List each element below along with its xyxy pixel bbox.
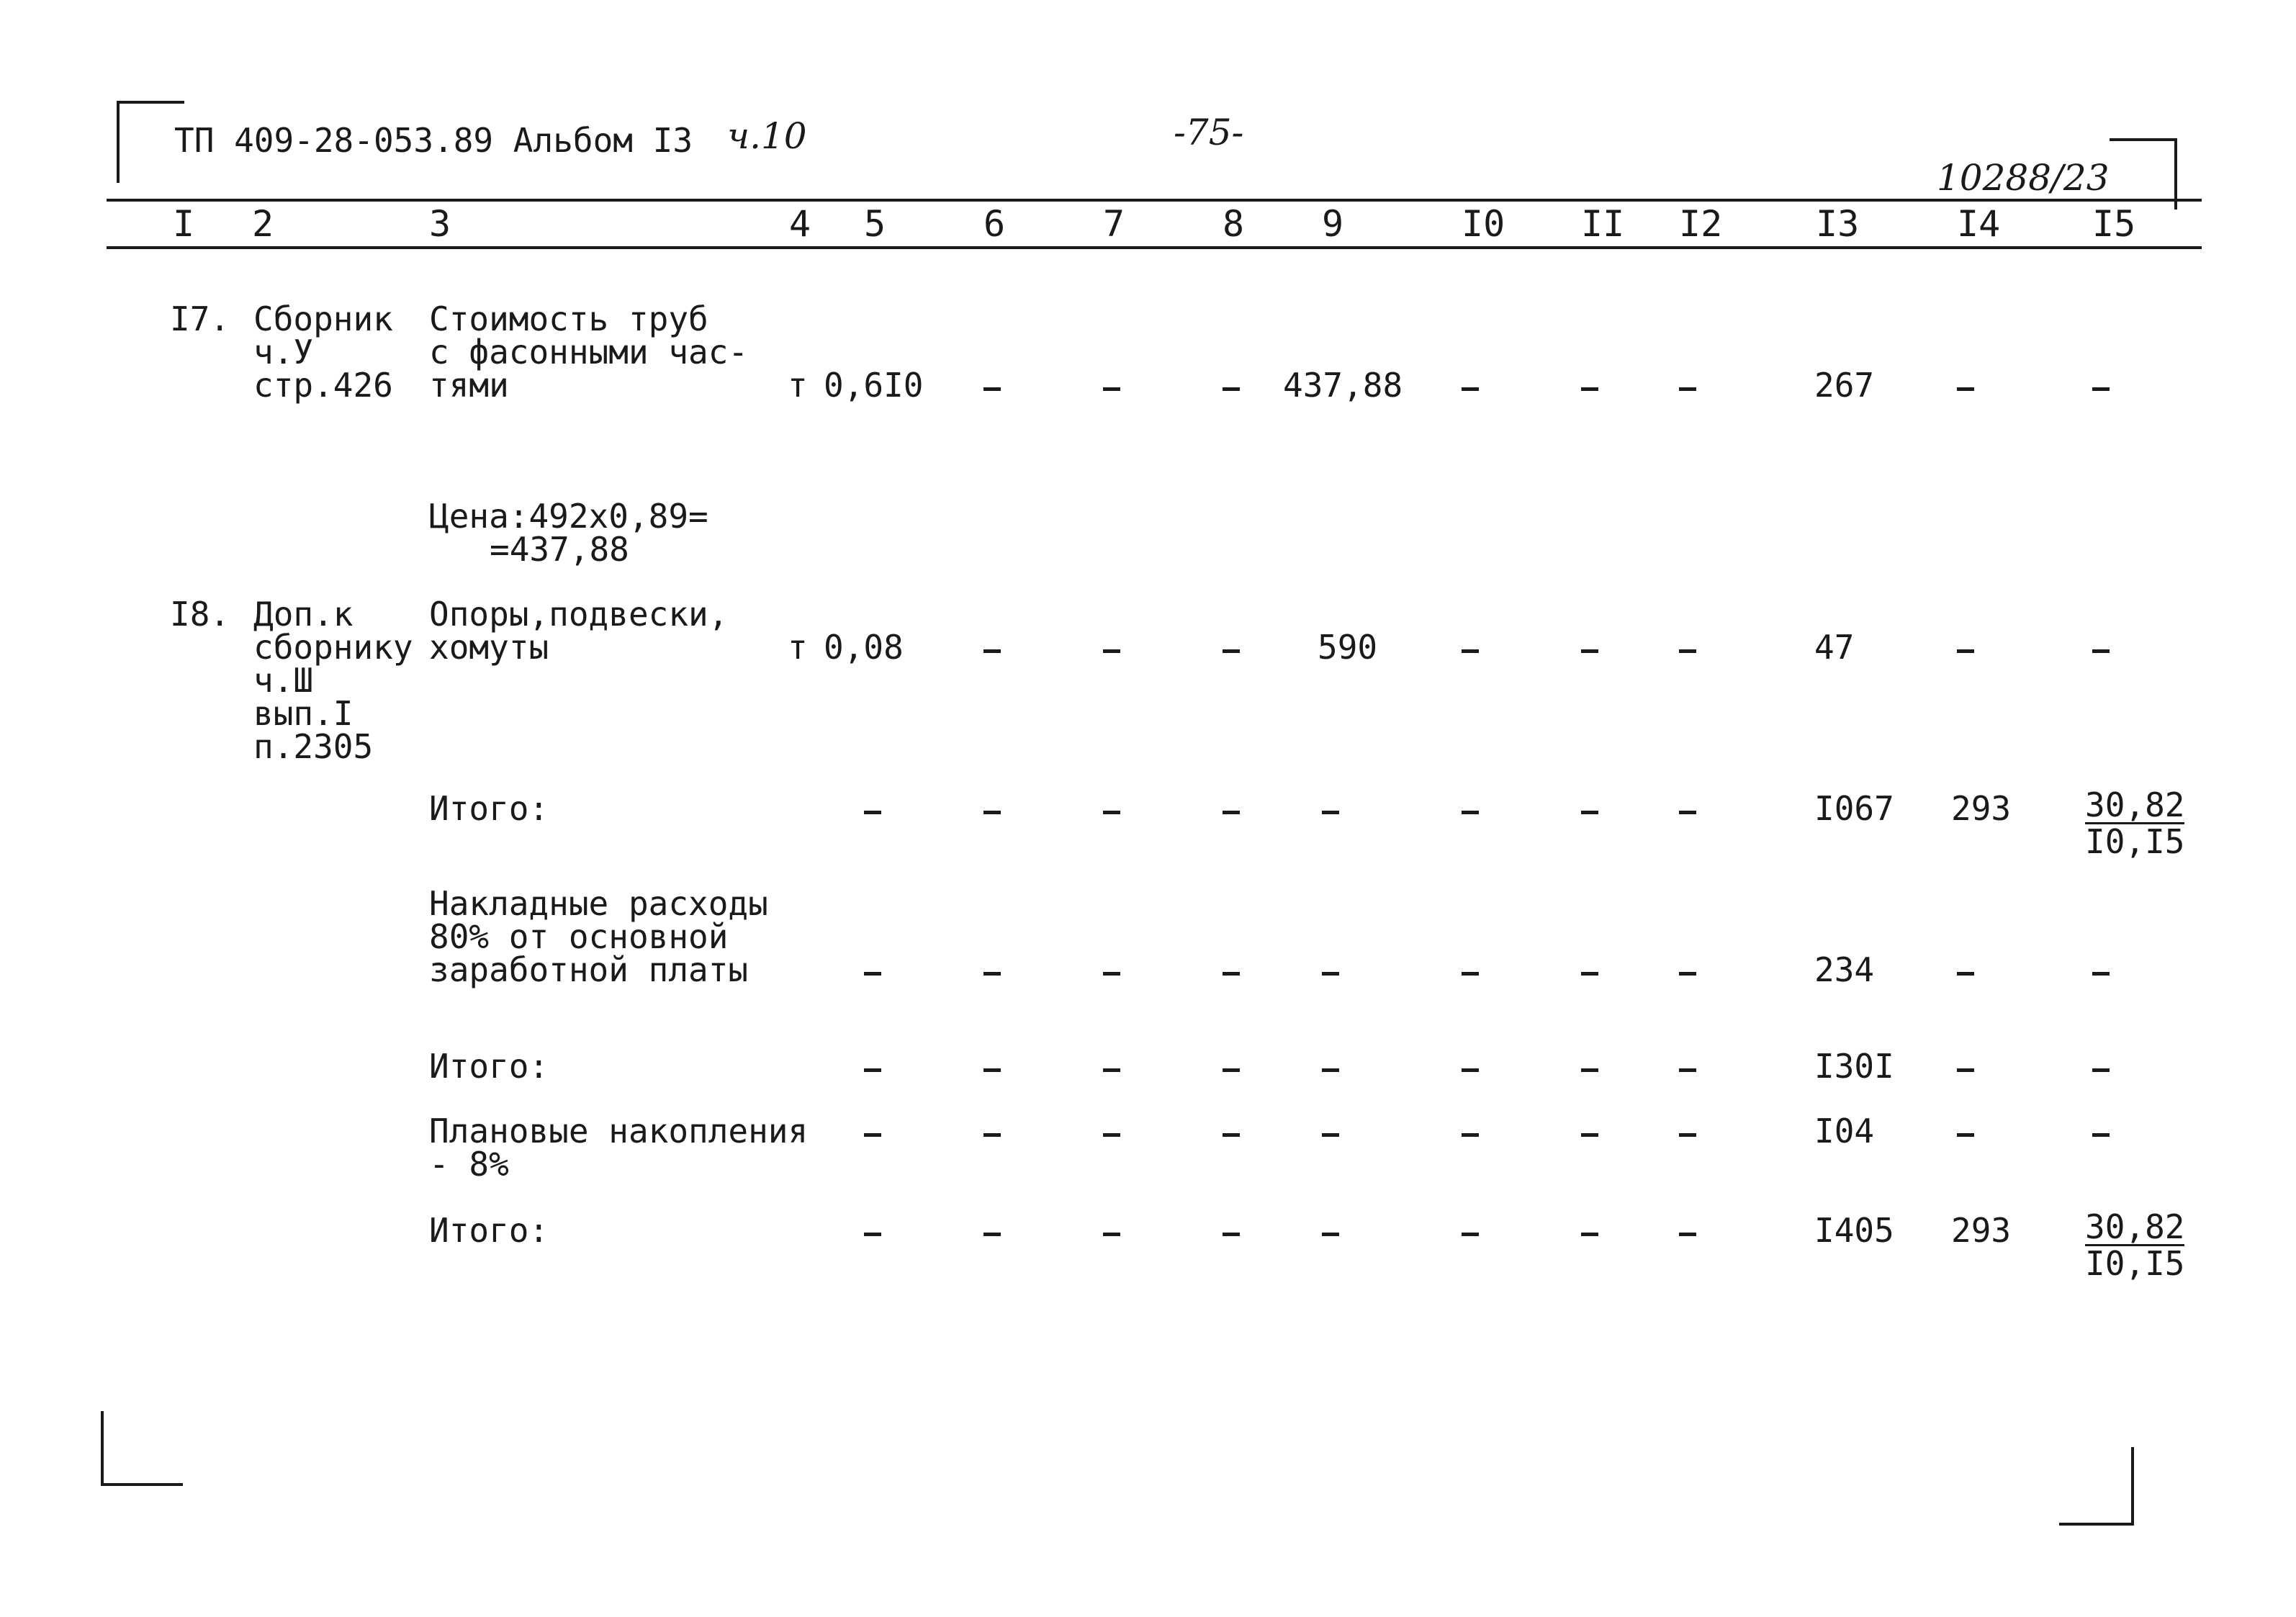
row-number: I7. (170, 299, 230, 338)
source-reference: стр.426 (253, 366, 393, 405)
wage-fraction-denominator: I0,I5 (2085, 822, 2185, 861)
total-value: I04 (1814, 1112, 1875, 1150)
empty-cell-dash (1103, 387, 1120, 391)
column-number: II (1581, 203, 1625, 245)
empty-cell-dash (1322, 972, 1339, 976)
empty-cell-dash (1957, 387, 1974, 391)
empty-cell-dash (1679, 1068, 1696, 1072)
overhead-label: 80% от основной (429, 917, 729, 956)
planned-accumulation-label: Плановые накопления (429, 1112, 809, 1150)
archive-number: 10288/23 (1937, 157, 2110, 199)
item-name: хомуты (429, 628, 549, 667)
labor-value: 293 (1951, 789, 2012, 828)
empty-cell-dash (1223, 387, 1240, 391)
empty-cell-dash (2092, 1068, 2110, 1072)
planned-accumulation-label: - 8% (429, 1145, 509, 1184)
empty-cell-dash (1223, 649, 1240, 653)
total-value: I30I (1814, 1047, 1894, 1086)
empty-cell-dash (1462, 387, 1479, 391)
total-value: I067 (1814, 789, 1894, 828)
page-number: -75- (1174, 112, 1244, 153)
empty-cell-dash (983, 649, 1001, 653)
empty-cell-dash (1223, 972, 1240, 976)
source-reference: сборнику (253, 628, 413, 667)
empty-cell-dash (1957, 972, 1974, 976)
wage-fraction-denominator: I0,I5 (2085, 1244, 2185, 1283)
empty-cell-dash (983, 1233, 1001, 1236)
empty-cell-dash (1103, 811, 1120, 814)
empty-cell-dash (1103, 649, 1120, 653)
empty-cell-dash (2092, 1133, 2110, 1137)
empty-cell-dash (983, 972, 1001, 976)
wage-fraction (2085, 1207, 2185, 1283)
total-value: I405 (1814, 1211, 1894, 1250)
empty-cell-dash (983, 1133, 1001, 1137)
column-number: I0 (1462, 203, 1505, 245)
empty-cell-dash (1322, 1133, 1339, 1137)
empty-cell-dash (1679, 1233, 1696, 1236)
labor-value: 293 (1951, 1211, 2012, 1250)
wage-fraction-numerator: 30,82 (2085, 785, 2185, 824)
empty-cell-dash (1103, 1133, 1120, 1137)
item-name: тями (429, 366, 509, 405)
empty-cell-dash (1581, 649, 1598, 653)
empty-cell-dash (983, 811, 1001, 814)
empty-cell-dash (1322, 1068, 1339, 1072)
empty-cell-dash (1581, 811, 1598, 814)
empty-cell-dash (1103, 1233, 1120, 1236)
empty-cell-dash (864, 1233, 881, 1236)
empty-cell-dash (864, 811, 881, 814)
item-name: с фасонными час- (429, 333, 749, 371)
empty-cell-dash (1679, 972, 1696, 976)
empty-cell-dash (1581, 972, 1598, 976)
column-number: 8 (1223, 203, 1245, 245)
overhead-label: заработной платы (429, 950, 749, 989)
empty-cell-dash (1581, 1233, 1598, 1236)
empty-cell-dash (1103, 972, 1120, 976)
empty-cell-dash (864, 1133, 881, 1137)
wage-fraction-numerator: 30,82 (2085, 1207, 2185, 1246)
empty-cell-dash (1462, 1068, 1479, 1072)
empty-cell-dash (1679, 811, 1696, 814)
subtotal-label: Итого: (429, 1047, 549, 1086)
empty-cell-dash (1679, 1133, 1696, 1137)
empty-cell-dash (2092, 649, 2110, 653)
document-reference: ТП 409-28-053.89 Альбом I3 (174, 121, 693, 160)
source-reference: п.2305 (253, 727, 374, 766)
item-name: Стоимость труб (429, 299, 708, 338)
column-number: I2 (1679, 203, 1723, 245)
empty-cell-dash (1957, 649, 1974, 653)
source-reference: ч.У (253, 333, 314, 371)
column-number: I (173, 203, 195, 245)
empty-cell-dash (1957, 1133, 1974, 1137)
price-note: =437,88 (490, 530, 629, 569)
empty-cell-dash (1462, 811, 1479, 814)
column-number: 4 (789, 203, 811, 245)
total-value: 234 (1814, 950, 1875, 989)
unit: т (788, 366, 808, 405)
row-number: I8. (170, 595, 230, 634)
empty-cell-dash (1223, 811, 1240, 814)
source-reference: ч.Ш (253, 661, 314, 700)
empty-cell-dash (1679, 387, 1696, 391)
cost-value: 590 (1318, 628, 1378, 667)
empty-cell-dash (983, 387, 1001, 391)
empty-cell-dash (1322, 1233, 1339, 1236)
column-number: 3 (429, 203, 451, 245)
wage-fraction (2085, 785, 2185, 861)
frame-corner-bottom-left (101, 1411, 183, 1486)
empty-cell-dash (2092, 972, 2110, 976)
empty-cell-dash (2092, 387, 2110, 391)
unit: т (788, 628, 808, 667)
empty-cell-dash (1462, 649, 1479, 653)
frame-corner-bottom-right (2059, 1447, 2134, 1526)
quantity: 0,6I0 (824, 366, 924, 405)
empty-cell-dash (1679, 649, 1696, 653)
column-number: 5 (864, 203, 886, 245)
empty-cell-dash (1462, 1133, 1479, 1137)
column-number: 6 (983, 203, 1006, 245)
empty-cell-dash (1223, 1133, 1240, 1137)
price-note: Цена:492х0,89= (429, 497, 708, 536)
empty-cell-dash (983, 1068, 1001, 1072)
empty-cell-dash (1581, 1133, 1598, 1137)
empty-cell-dash (1223, 1068, 1240, 1072)
cost-value: 437,88 (1283, 366, 1403, 405)
total-value: 47 (1814, 628, 1855, 667)
empty-cell-dash (1223, 1233, 1240, 1236)
empty-cell-dash (1462, 972, 1479, 976)
source-reference: вып.I (253, 694, 354, 733)
source-reference: Сборник (253, 299, 393, 338)
column-number: I5 (2092, 203, 2136, 245)
empty-cell-dash (1581, 387, 1598, 391)
column-number: 2 (252, 203, 274, 245)
column-number: 9 (1322, 203, 1344, 245)
column-number: 7 (1103, 203, 1125, 245)
empty-cell-dash (1581, 1068, 1598, 1072)
overhead-label: Накладные расходы (429, 884, 768, 923)
empty-cell-dash (1957, 1068, 1974, 1072)
column-number: I4 (1957, 203, 2001, 245)
source-reference: Доп.к (253, 595, 354, 634)
empty-cell-dash (864, 972, 881, 976)
grand-total-label: Итого: (429, 1211, 549, 1250)
item-name: Опоры,подвески, (429, 595, 729, 634)
table-header-bottom-rule (107, 246, 2202, 249)
empty-cell-dash (1462, 1233, 1479, 1236)
total-value: 267 (1814, 366, 1875, 405)
quantity: 0,08 (824, 628, 904, 667)
document-part: ч.10 (727, 115, 807, 157)
empty-cell-dash (864, 1068, 881, 1072)
empty-cell-dash (1103, 1068, 1120, 1072)
empty-cell-dash (1322, 811, 1339, 814)
column-number: I3 (1816, 203, 1860, 245)
table-header-top-rule (107, 199, 2202, 202)
subtotal-label: Итого: (429, 789, 549, 828)
